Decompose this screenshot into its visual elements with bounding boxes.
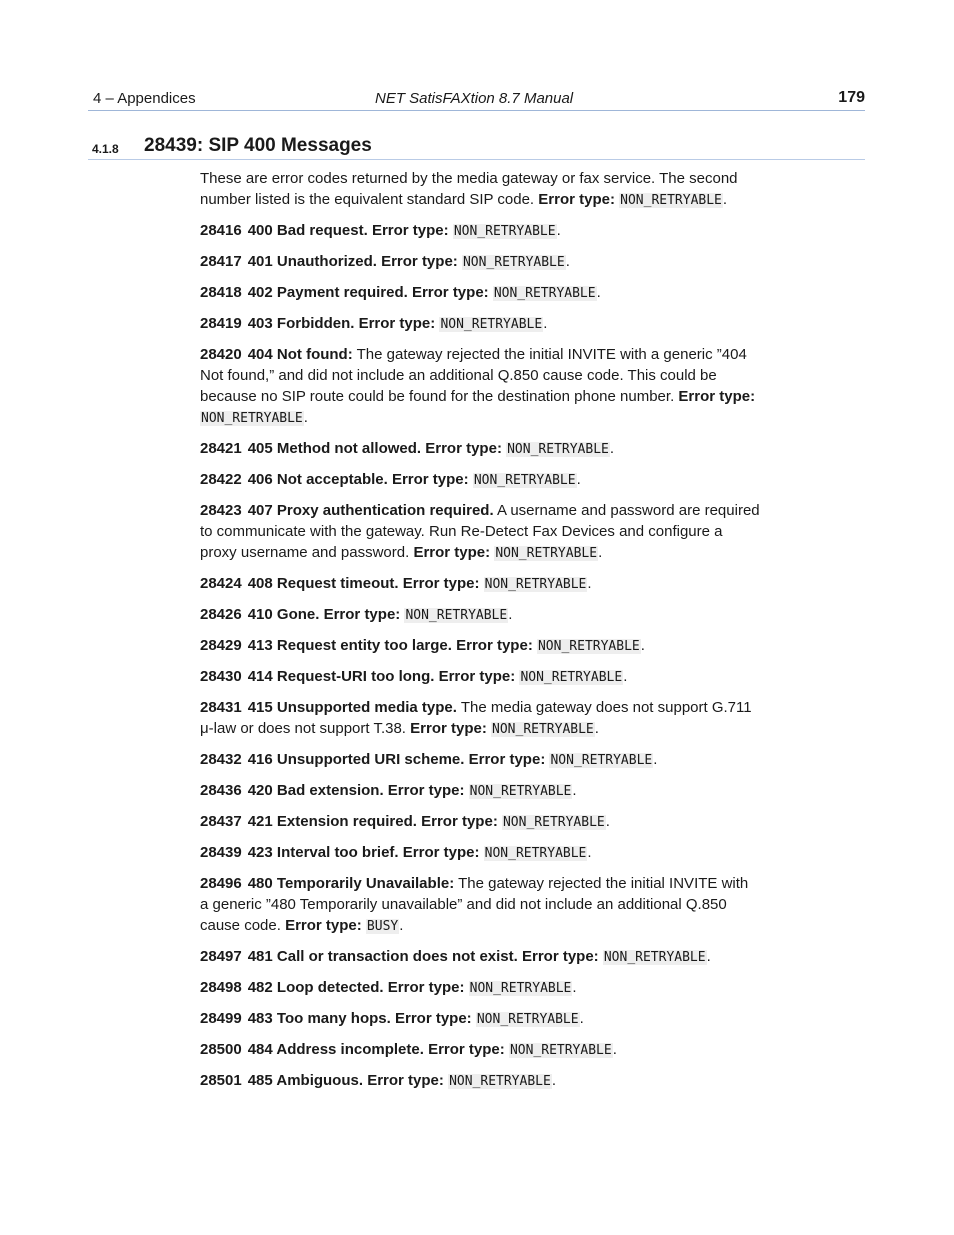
error-code-description: The gateway rejected the initial INVITE with a generic ”404 Not found,” and did not include an additional Q.850 cause code. This could be because no SIP route could be found for the destination phone number. [200,346,747,405]
error-code-entry: 28422 406 Not acceptable. Error type: NON_RETRYABLE. [200,471,581,488]
error-code-entry: 28424 408 Request timeout. Error type: NON_RETRYABLE. [200,575,592,592]
error-code-title: 400 Bad request. [247,222,368,239]
manual-title: NET SatisFAXtion 8.7 Manual [375,90,574,107]
error-type-label: Error type: [410,720,487,737]
error-code-entry: 28436 420 Bad extension. Error type: NON_RETRYABLE. [200,782,577,799]
error-type-label: Error type: [371,222,449,239]
error-code-title: 482 Loop detected. [247,979,384,996]
error-code-description: A username and password are required to communicate with the gateway. Run Re-Detect Fax Devices and configure a proxy username and password. [200,502,760,561]
error-code-entry: 28500 484 Address incomplete. Error type: NON_RETRYABLE. [200,1041,617,1058]
intro-text: These are error codes returned by the media gateway or fax service. The second number listed is the equivalent standard SIP code. [200,170,738,208]
error-type-value: NON_RETRYABLE [520,670,623,685]
error-type-label: Error type: [387,782,465,799]
section-title: 28439: SIP 400 Messages [144,135,372,156]
error-code-title: 405 Method not allowed. [247,440,422,457]
error-type-label: Error type: [425,440,502,457]
error-code-title: 406 Not acceptable. [247,471,388,488]
error-code-number: 28500 [200,1041,242,1058]
error-type-value: NON_RETRYABLE [449,1074,551,1089]
section-body [200,168,760,1101]
error-code-entry: 28496 480 Temporarily Unavailable: The gateway rejected the initial INVITE with a generic ”480 Temporarily unavailable” and did not include an additional Q.850 cause code. Error type: BUSY. [200,875,749,934]
error-code-entry: 28431 415 Unsupported media type. The media gateway does not support G.711 μ-law or does not support T.38. Error type: NON_RETRYABLE. [200,699,752,737]
error-code-title: 407 Proxy authentication required. [247,502,494,519]
error-code-number: 28498 [200,979,242,996]
error-type-label: Error type: [456,637,533,654]
error-code-number: 28432 [200,751,242,768]
error-type-value: NON_RETRYABLE [440,317,543,332]
error-code-title: 480 Temporarily Unavailable: [247,875,455,892]
error-type-value: NON_RETRYABLE [507,442,609,457]
error-type-label: Error type: [391,471,469,488]
error-code-title: 416 Unsupported URI scheme. [247,751,465,768]
error-code-entry: 28429 413 Request entity too large. Error type: NON_RETRYABLE. [200,637,645,654]
error-type-label: Error type: [285,917,362,934]
error-type-label: Error type: [394,1010,472,1027]
error-code-title: 423 Interval too brief. [247,844,399,861]
error-type-value: NON_RETRYABLE [603,950,706,965]
error-code-entry: 28432 416 Unsupported URI scheme. Error type: NON_RETRYABLE. [200,751,658,768]
error-type-label: Error type: [402,844,480,861]
error-type-value: NON_RETRYABLE [484,846,587,861]
section-number: 4.1.8 [92,142,119,156]
error-code-number: 28431 [200,699,242,716]
error-code-title: 415 Unsupported media type. [247,699,457,716]
error-code-title: 421 Extension required. [247,813,417,830]
error-code-entry: 28418 402 Payment required. Error type: NON_RETRYABLE. [200,284,601,301]
error-code-entry: 28423 407 Proxy authentication required. A username and password are required to communicate with the gateway. Run Re-Detect Fax Devices and configure a proxy username and password. Error type: NON_RETRYABLE. [200,502,760,561]
error-type-value: NON_RETRYABLE [492,722,594,737]
error-type-value: NON_RETRYABLE [495,546,598,561]
error-code-number: 28420 [200,346,242,363]
error-code-number: 28421 [200,440,242,457]
error-code-entry: 28501 485 Ambiguous. Error type: NON_RETRYABLE. [200,1072,556,1089]
intro-error-label: Error type: [538,191,615,208]
error-code-number: 28423 [200,502,242,519]
error-code-title: 408 Request timeout. [247,575,399,592]
error-type-label: Error type: [387,979,465,996]
error-code-title: 485 Ambiguous. [247,1072,364,1089]
error-code-title: 413 Request entity too large. [247,637,452,654]
error-code-description: The gateway rejected the initial INVITE with a generic ”480 Temporarily unavailable” and did not include an additional Q.850 cause code. [200,875,749,934]
error-type-value: NON_RETRYABLE [537,639,640,654]
page-header [88,88,865,111]
error-code-number: 28499 [200,1010,242,1027]
error-type-value: NON_RETRYABLE [493,286,596,301]
error-code-number: 28424 [200,575,242,592]
error-code-title: 402 Payment required. [247,284,408,301]
intro-error-value: NON_RETRYABLE [620,193,722,208]
error-type-value: NON_RETRYABLE [502,815,605,830]
error-code-entry: 28419 403 Forbidden. Error type: NON_RETRYABLE. [200,315,548,332]
error-type-value: NON_RETRYABLE [469,784,572,799]
error-code-description: The media gateway does not support G.711 μ-law or does not support T.38. [200,699,752,737]
error-code-number: 28417 [200,253,242,270]
error-type-value: NON_RETRYABLE [201,411,303,426]
error-type-label: Error type: [428,1041,505,1058]
error-type-value: NON_RETRYABLE [550,753,653,768]
error-type-label: Error type: [402,575,480,592]
error-code-number: 28496 [200,875,242,892]
error-code-entry: 28498 482 Loop detected. Error type: NON_RETRYABLE. [200,979,577,996]
error-type-label: Error type: [421,813,498,830]
error-code-number: 28418 [200,284,242,301]
error-code-title: 420 Bad extension. [247,782,384,799]
error-code-entry: 28420 404 Not found: The gateway rejected the initial INVITE with a generic ”404 Not found,” and did not include an additional Q.850 cause code. This could be because no SIP route could be found for the destination phone number. Error type: NON_RETRYABLE. [200,346,756,426]
error-type-value: NON_RETRYABLE [469,981,572,996]
intro-paragraph: These are error codes returned by the media gateway or fax service. The second number listed is the equivalent standard SIP code. Error type: NON_RETRYABLE. [200,170,738,208]
error-code-title: 483 Too many hops. [247,1010,391,1027]
error-code-number: 28419 [200,315,242,332]
error-code-title: 481 Call or transaction does not exist. [247,948,518,965]
error-type-label: Error type: [358,315,436,332]
error-code-entry: 28416 400 Bad request. Error type: NON_RETRYABLE. [200,222,561,239]
error-type-label: Error type: [323,606,401,623]
error-type-value: NON_RETRYABLE [473,473,576,488]
error-code-entry: 28417 401 Unauthorized. Error type: NON_RETRYABLE. [200,253,570,270]
error-code-number: 28436 [200,782,242,799]
error-code-number: 28416 [200,222,242,239]
error-type-value: NON_RETRYABLE [509,1043,612,1058]
error-type-label: Error type: [381,253,458,270]
section-heading [88,134,865,160]
error-code-number: 28437 [200,813,242,830]
error-type-label: Error type: [413,544,491,561]
error-code-number: 28426 [200,606,242,623]
error-code-title: 410 Gone. [247,606,320,623]
error-code-number: 28429 [200,637,242,654]
error-code-title: 403 Forbidden. [247,315,355,332]
error-type-label: Error type: [438,668,516,685]
error-code-entry: 28430 414 Request-URI too long. Error type: NON_RETRYABLE. [200,668,628,685]
error-code-entry: 28421 405 Method not allowed. Error type: NON_RETRYABLE. [200,440,615,457]
error-code-number: 28422 [200,471,242,488]
error-type-label: Error type: [678,388,756,405]
error-type-value: NON_RETRYABLE [405,608,508,623]
chapter-label: 4 – Appendices [93,90,196,107]
error-type-label: Error type: [468,751,546,768]
error-code-entry: 28426 410 Gone. Error type: NON_RETRYABLE. [200,606,513,623]
error-type-value: NON_RETRYABLE [484,577,587,592]
error-type-value: NON_RETRYABLE [453,224,556,239]
error-code-title: 404 Not found: [247,346,353,363]
error-type-label: Error type: [411,284,489,301]
error-code-number: 28439 [200,844,242,861]
error-type-value: BUSY [366,919,399,934]
page-number: 179 [838,89,865,106]
error-type-value: NON_RETRYABLE [462,255,565,270]
error-code-number: 28497 [200,948,242,965]
error-type-label: Error type: [367,1072,444,1089]
error-code-title: 401 Unauthorized. [247,253,377,270]
error-type-label: Error type: [521,948,599,965]
error-code-title: 484 Address incomplete. [247,1041,424,1058]
error-code-title: 414 Request-URI too long. [247,668,435,685]
error-code-entry: 28499 483 Too many hops. Error type: NON_RETRYABLE. [200,1010,584,1027]
error-code-list [200,220,760,1092]
error-code-number: 28430 [200,668,242,685]
error-type-value: NON_RETRYABLE [476,1012,579,1027]
error-code-entry: 28439 423 Interval too brief. Error type: NON_RETRYABLE. [200,844,592,861]
error-code-number: 28501 [200,1072,242,1089]
error-code-entry: 28497 481 Call or transaction does not exist. Error type: NON_RETRYABLE. [200,948,711,965]
error-code-entry: 28437 421 Extension required. Error type: NON_RETRYABLE. [200,813,610,830]
